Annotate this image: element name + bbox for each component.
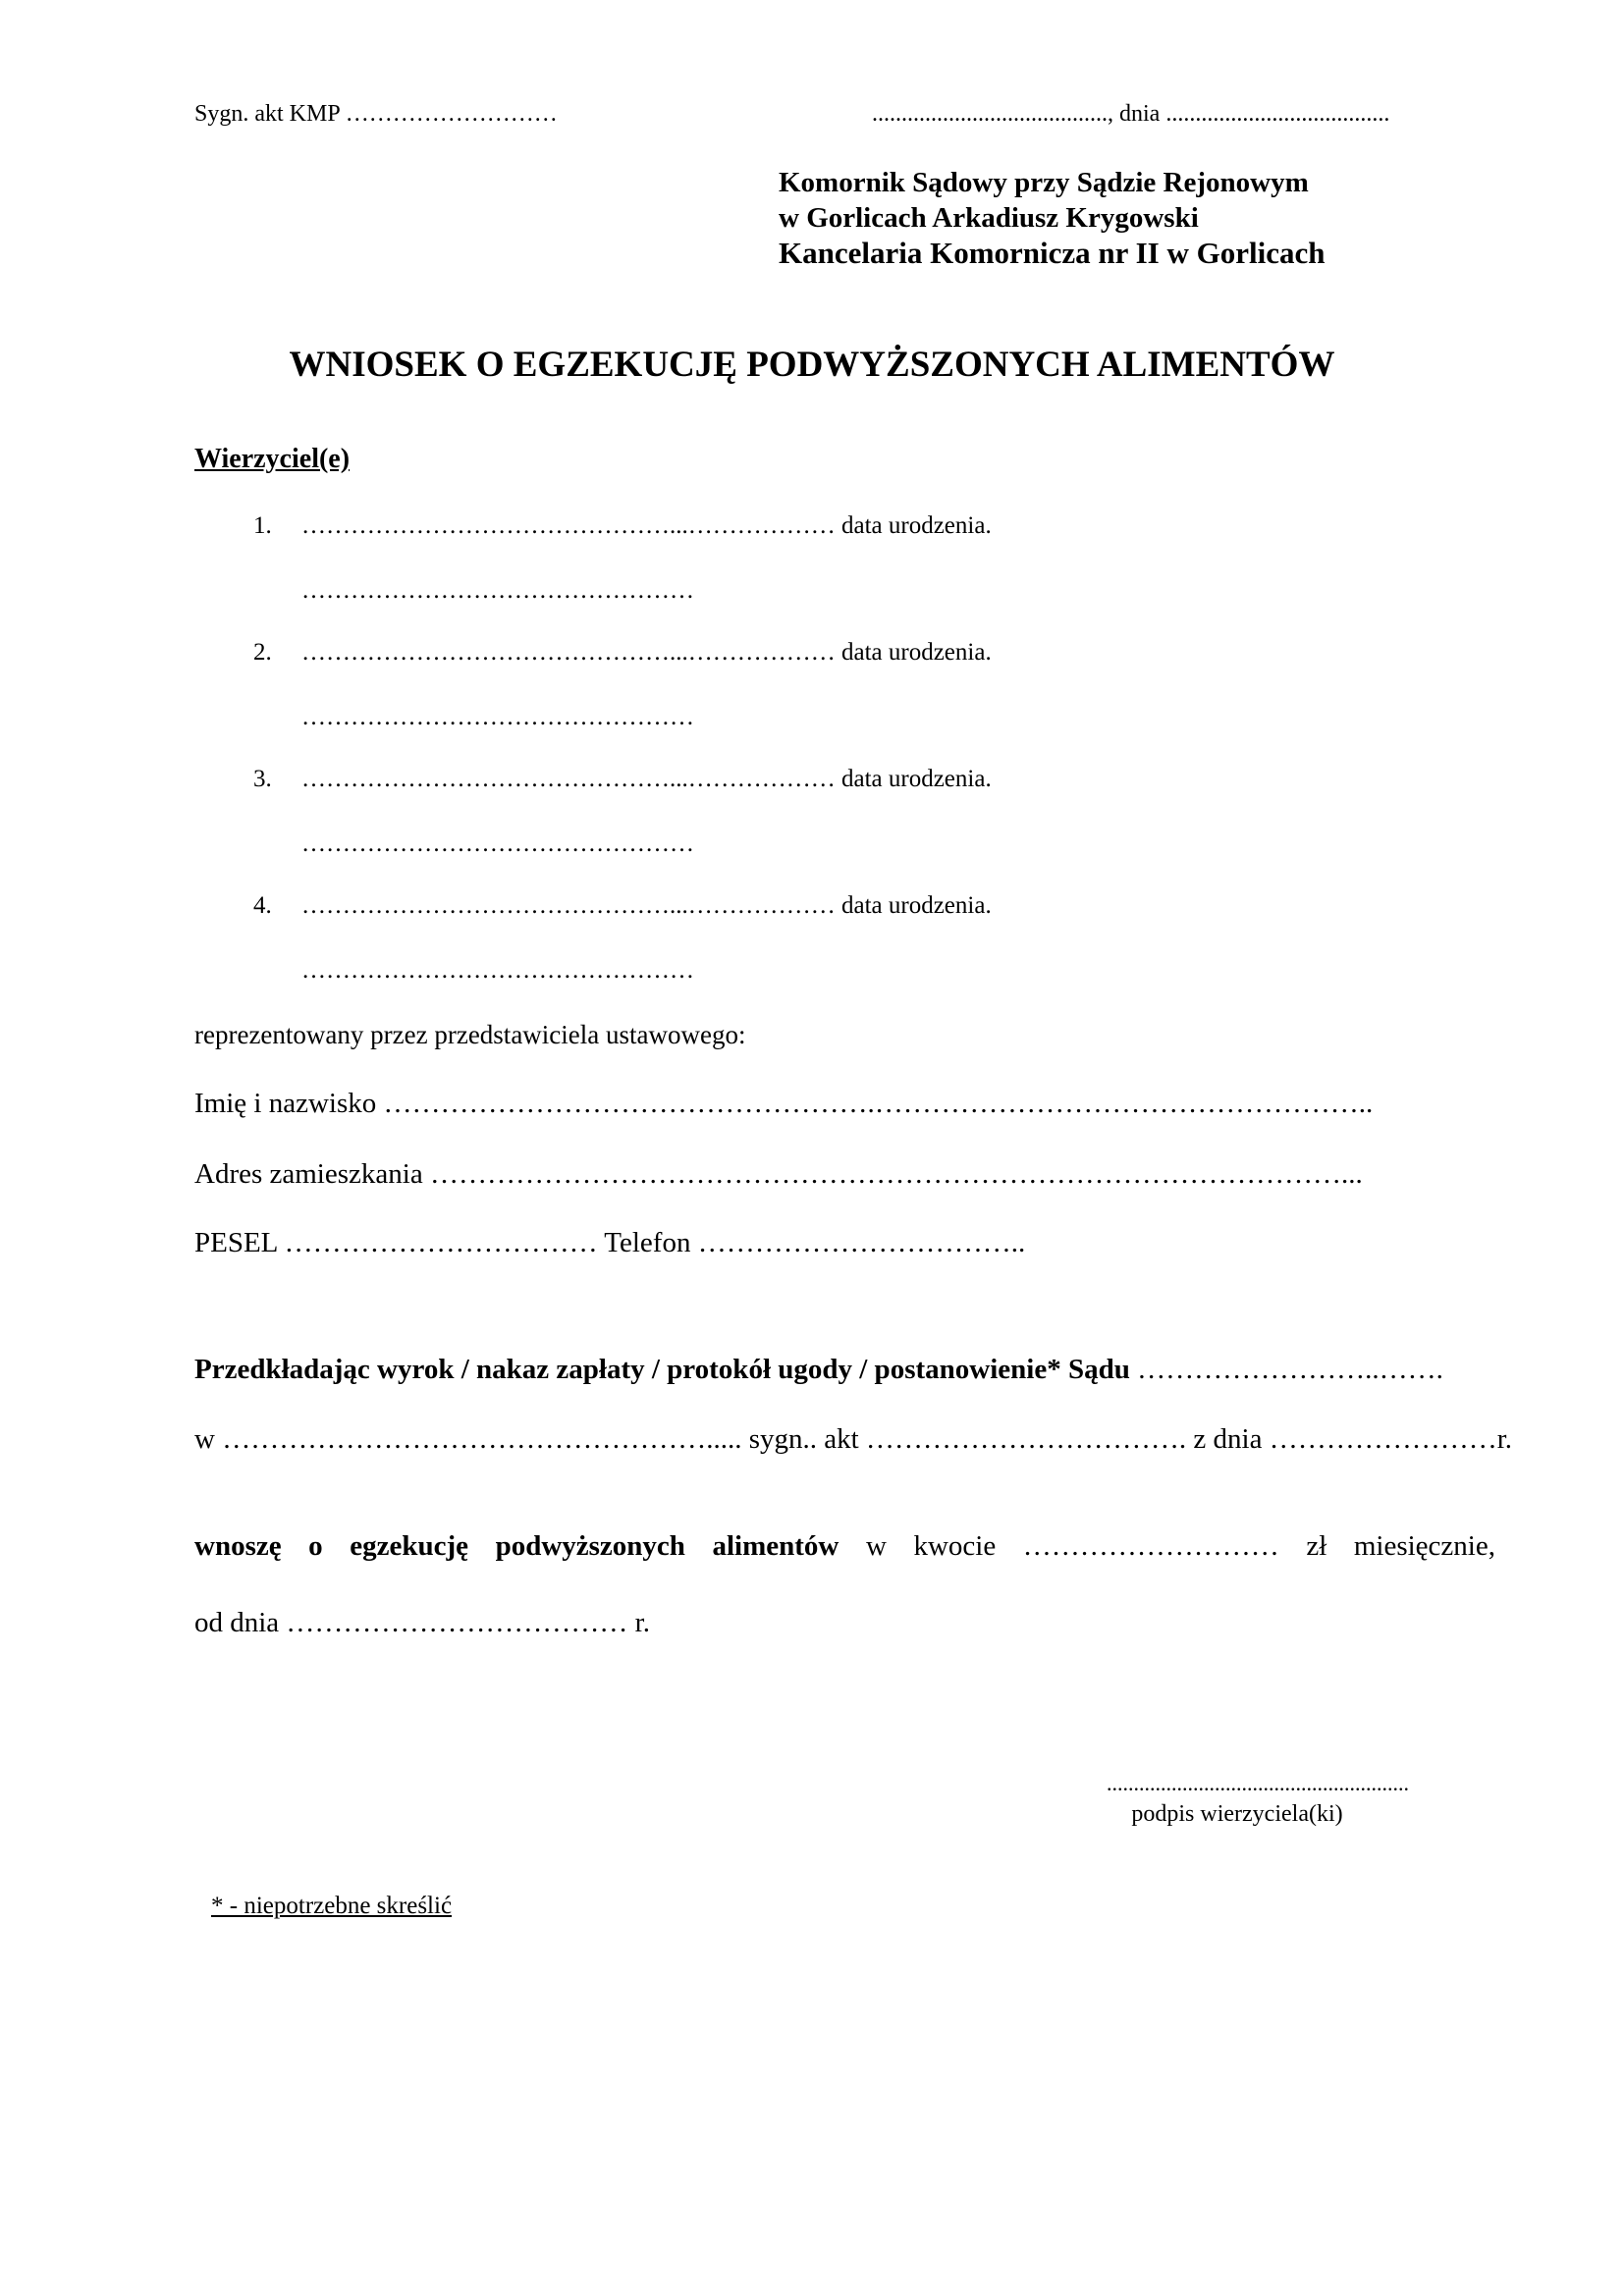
creditor-number-2: 2. [253,639,272,666]
request-word: o [308,1530,323,1562]
signature-line[interactable]: ........................................................ [1107,1771,1409,1795]
creditor-field-3[interactable]: ………………………………………...……………… data urodzenia. [301,766,992,792]
pesel-phone-field[interactable]: PESEL …………………………… Telefon …………………………….. [194,1227,1026,1258]
creditor-extra-1[interactable]: ………………………………………… [301,577,694,604]
document-title: WNIOSEK O EGZEKUCJĘ PODWYŻSZONYCH ALIMENTÓW [289,345,1335,385]
case-reference: Sygn. akt KMP ……………………… [194,101,558,127]
request-word: podwyższonych [495,1530,685,1562]
representative-address-field[interactable]: Adres zamieszkania ……………………………………………………………………………………... [194,1158,1363,1190]
request-word: zł [1306,1530,1327,1562]
office-line-3: Kancelaria Komornicza nr II w Gorlicach [779,236,1326,270]
creditor-field-2[interactable]: ………………………………………...……………… data urodzenia. [301,639,992,666]
request-word: wnoszę [194,1530,282,1562]
request-word: egzekucję [350,1530,469,1562]
court-name-field[interactable]: ……………………..……. [1137,1354,1443,1385]
creditor-extra-2[interactable]: ………………………………………… [301,704,694,730]
judgment-line-1 [194,1354,1443,1386]
bailiff-office [779,165,1326,271]
start-date-field[interactable]: od dnia ……………………………… r. [194,1607,650,1638]
judgment-document-types: Przedkładając wyrok / nakaz zapłaty / protokół ugody / postanowienie* Sądu [194,1354,1130,1385]
creditor-number-1: 1. [253,512,272,539]
footnote: * - niepotrzebne skreślić [211,1893,453,1919]
judgment-line-2[interactable]: w ……………………………………………..... sygn.. akt ……………………………. z dnia ……………………r. [194,1423,1513,1455]
office-line-1: Komornik Sądowy przy Sądzie Rejonowym [779,167,1309,198]
creditor-extra-4[interactable]: ………………………………………… [301,957,694,984]
creditor-number-4: 4. [253,892,272,919]
representative-name-field[interactable]: Imię i nazwisko …………………………………………….…………………………………………….. [194,1088,1374,1119]
creditor-field-1[interactable]: ………………………………………...……………… data urodzenia. [301,512,992,539]
request-word: kwocie [913,1530,997,1562]
representative-intro: reprezentowany przez przedstawiciela ustawowego: [194,1020,746,1049]
creditor-extra-3[interactable]: ………………………………………… [301,830,694,857]
creditor-field-4[interactable]: ………………………………………...……………… data urodzenia. [301,892,992,919]
amount-field[interactable]: ……………………… [1022,1530,1279,1562]
request-word: miesięcznie, [1353,1530,1495,1562]
request-word: alimentów [712,1530,839,1562]
signature-label: podpis wierzyciela(ki) [1131,1801,1343,1827]
date-line: ........................................, dnia ...................................... [872,101,1390,127]
request-word: w [865,1530,887,1562]
creditor-number-3: 3. [253,766,272,792]
request-line-1 [194,1530,1495,1563]
office-line-2: w Gorlicach Arkadiusz Krygowski [779,202,1199,234]
creditors-heading: Wierzyciel(e) [194,444,351,474]
